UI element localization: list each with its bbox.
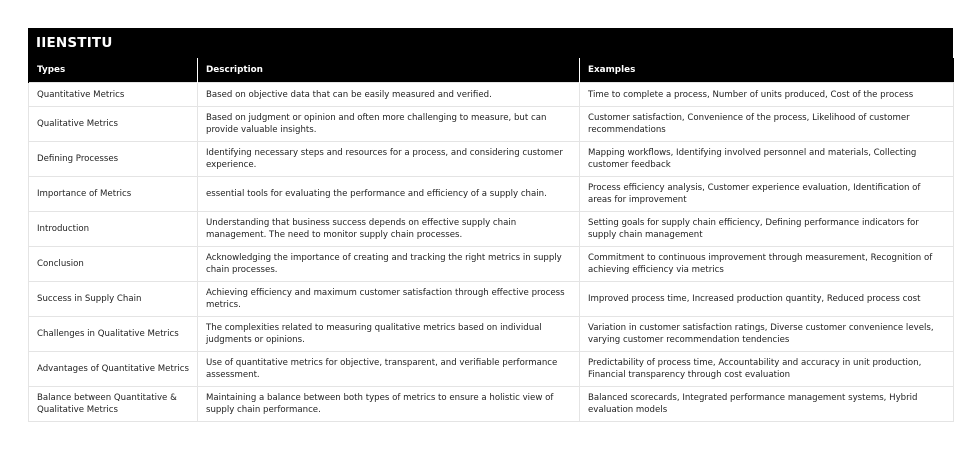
cell-examples: Balanced scorecards, Integrated performance management systems, Hybrid evaluation models xyxy=(580,387,954,422)
cell-examples: Commitment to continuous improvement through measurement, Recognition of achieving efficiency via metrics xyxy=(580,247,954,282)
cell-type: Introduction xyxy=(29,212,198,247)
column-header-examples: Examples xyxy=(580,58,954,83)
cell-examples: Customer satisfaction, Convenience of the process, Likelihood of customer recommendations xyxy=(580,107,954,142)
column-header-description: Description xyxy=(198,58,580,83)
cell-description: essential tools for evaluating the performance and efficiency of a supply chain. xyxy=(198,177,580,212)
table-row xyxy=(29,352,954,387)
cell-description: Understanding that business success depends on effective supply chain management. The need to monitor supply chain processes. xyxy=(198,212,580,247)
cell-type: Challenges in Qualitative Metrics xyxy=(29,317,198,352)
metrics-table-container xyxy=(28,28,953,422)
cell-examples: Improved process time, Increased production quantity, Reduced process cost xyxy=(580,282,954,317)
table-row xyxy=(29,177,954,212)
table-row xyxy=(29,83,954,107)
cell-type: Success in Supply Chain xyxy=(29,282,198,317)
cell-description: Based on objective data that can be easily measured and verified. xyxy=(198,83,580,107)
cell-description: Maintaining a balance between both types of metrics to ensure a holistic view of supply chain performance. xyxy=(198,387,580,422)
table-row xyxy=(29,317,954,352)
cell-examples: Process efficiency analysis, Customer experience evaluation, Identification of areas for improvement xyxy=(580,177,954,212)
table-row xyxy=(29,282,954,317)
brand-header: IIENSTITU xyxy=(28,28,953,58)
cell-description: The complexities related to measuring qualitative metrics based on individual judgments or opinions. xyxy=(198,317,580,352)
cell-examples: Setting goals for supply chain efficiency, Defining performance indicators for supply chain management xyxy=(580,212,954,247)
cell-examples: Mapping workflows, Identifying involved personnel and materials, Collecting customer feedback xyxy=(580,142,954,177)
cell-description: Identifying necessary steps and resources for a process, and considering customer experience. xyxy=(198,142,580,177)
cell-type: Defining Processes xyxy=(29,142,198,177)
cell-type: Advantages of Quantitative Metrics xyxy=(29,352,198,387)
cell-description: Acknowledging the importance of creating and tracking the right metrics in supply chain processes. xyxy=(198,247,580,282)
table-header-row xyxy=(29,58,954,83)
cell-examples: Variation in customer satisfaction ratings, Diverse customer convenience levels, varying customer recommendation tendencies xyxy=(580,317,954,352)
table-row xyxy=(29,247,954,282)
cell-description: Based on judgment or opinion and often more challenging to measure, but can provide valuable insights. xyxy=(198,107,580,142)
table-row xyxy=(29,212,954,247)
table-row xyxy=(29,142,954,177)
cell-description: Achieving efficiency and maximum customer satisfaction through effective process metrics. xyxy=(198,282,580,317)
cell-examples: Time to complete a process, Number of units produced, Cost of the process xyxy=(580,83,954,107)
table-row xyxy=(29,387,954,422)
cell-examples: Predictability of process time, Accountability and accuracy in unit production, Financial transparency through cost evaluation xyxy=(580,352,954,387)
cell-type: Qualitative Metrics xyxy=(29,107,198,142)
metrics-table xyxy=(28,58,954,422)
column-header-types: Types xyxy=(29,58,198,83)
cell-description: Use of quantitative metrics for objective, transparent, and verifiable performance assessment. xyxy=(198,352,580,387)
cell-type: Balance between Quantitative & Qualitative Metrics xyxy=(29,387,198,422)
cell-type: Importance of Metrics xyxy=(29,177,198,212)
cell-type: Quantitative Metrics xyxy=(29,83,198,107)
cell-type: Conclusion xyxy=(29,247,198,282)
table-row xyxy=(29,107,954,142)
